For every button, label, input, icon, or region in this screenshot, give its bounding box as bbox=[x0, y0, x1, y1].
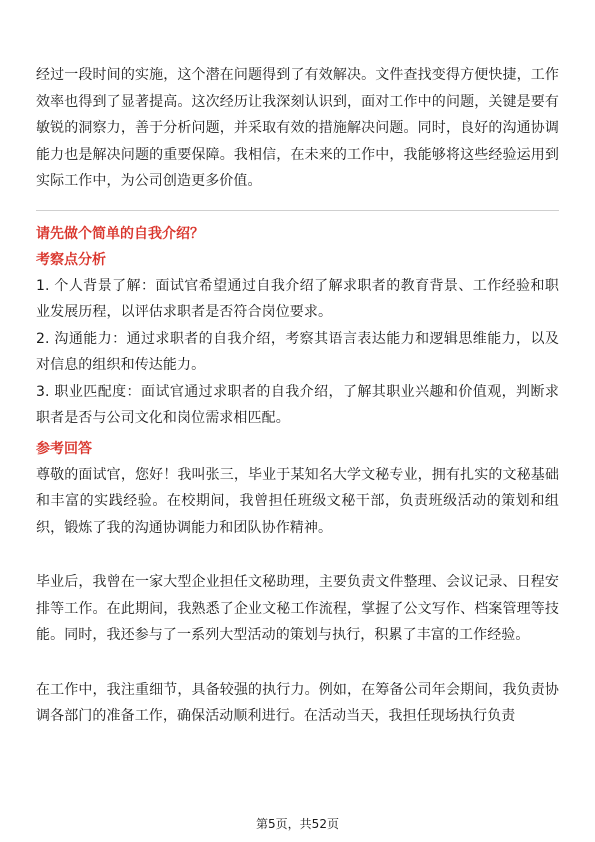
analysis-heading: 考察点分析 bbox=[36, 251, 106, 268]
intro-paragraph: 经过一段时间的实施，这个潜在问题得到了有效解决。文件查找变得方便快捷，工作效率也得到了显著提高。这次经历让我深刻认识到，面对工作中的问题，关键是要有敏锐的洞察力，善于分析问题，并采取有效的措施解决问题。同时，良好的沟通协调能力也是解决问题的重要保障。我相信，在未来的工作中，我能够将这些经验运用到实际工作中，为公司创造更多价值。 bbox=[36, 67, 559, 189]
answer-heading: 参考回答 bbox=[36, 440, 92, 457]
page-number: 第5页，共52页 bbox=[256, 817, 339, 831]
answer-paragraph-2: 毕业后，我曾在一家大型企业担任文秘助理，主要负责文件整理、会议记录、日程安排等工作。在此期间，我熟悉了企业文秘工作流程，掌握了公文写作、档案管理等技能。同时，我还参与了一系列大型活动的策划与执行，积累了丰富的工作经验。 bbox=[36, 574, 559, 643]
answer-paragraph-1: 尊敬的面试官，您好！我叫张三，毕业于某知名大学文秘专业，拥有扎实的文秘基础和丰富的实践经验。在校期间，我曾担任班级文秘干部，负责班级活动的策划和组织，锻炼了我的沟通协调能力和团队协作精神。 bbox=[36, 466, 559, 536]
analysis-point-1: 1. 个人背景了解：面试官希望通过自我介绍了解求职者的教育背景、工作经验和职业发展历程，以评估求职者是否符合岗位要求。 bbox=[36, 277, 559, 320]
paragraph-gap bbox=[36, 541, 559, 569]
answer-paragraph-3: 在工作中，我注重细节，具备较强的执行力。例如，在筹备公司年会期间，我负责协调各部门的准备工作，确保活动顺利进行。在活动当天，我担任现场执行负责 bbox=[36, 681, 559, 724]
analysis-point-3: 3. 职业匹配度：面试官通过求职者的自我介绍，了解其职业兴趣和价值观，判断求职者是否与公司文化和岗位需求相匹配。 bbox=[36, 383, 559, 426]
interview-question: 请先做个简单的自我介绍？ bbox=[36, 225, 204, 242]
analysis-point-2: 2. 沟通能力：通过求职者的自我介绍，考察其语言表达能力和逻辑思维能力，以及对信息的组织和传达能力。 bbox=[36, 330, 559, 373]
section-divider bbox=[36, 210, 559, 211]
paragraph-gap bbox=[36, 649, 559, 677]
document-page bbox=[36, 62, 559, 730]
